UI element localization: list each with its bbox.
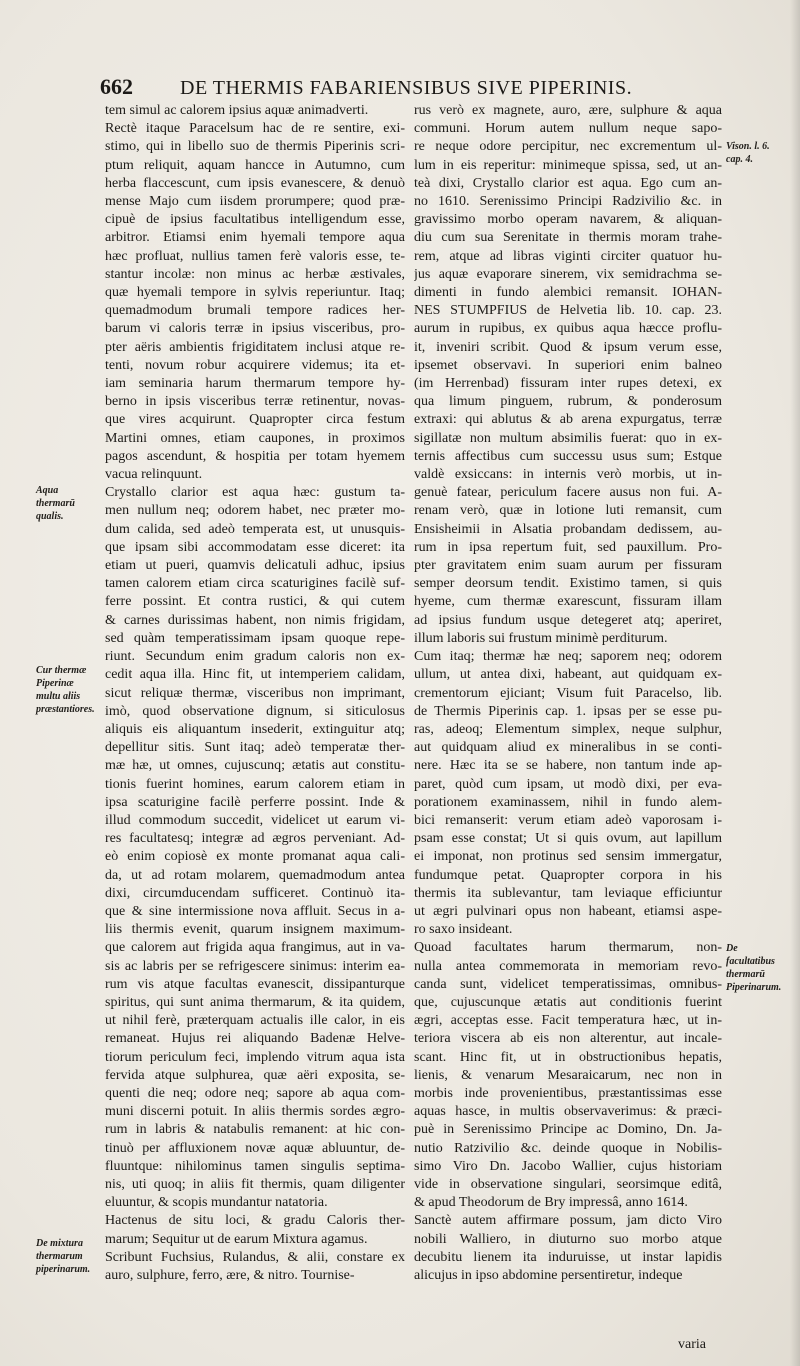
text-line: Ensisheimii in Alsatia probandam dedissem, au- (414, 521, 722, 537)
text-line: aquas hasce, in multis observaverimus: & præci- (414, 1104, 722, 1120)
text-line: hyeme, cum thermæ exarescunt, fissuram illam (414, 594, 722, 610)
text-line: canda sunt, videlicet temperatissimas, omnibus- (414, 976, 722, 992)
text-line: fervida atque sulphurea, quæ aëri exposita, se- (105, 1067, 405, 1083)
text-line: ipsemet observavi. In superiori enim balneo (414, 357, 722, 373)
text-line: ro saxo insideant. (414, 922, 513, 938)
text-line: auro, sulphure, ferro, ære, & nitro. Tournise- (105, 1268, 355, 1283)
text-line: psam esse constat; Ut si quis ovum, aut lapillum (414, 831, 722, 847)
text-line: berno in ipsis visceribus terræ retinentur, novas- (105, 394, 405, 410)
text-line: bici remanserit: verum etiam adeò vaporosam i- (414, 812, 722, 828)
text-line: Quoad facultates harum thermarum, non- (414, 940, 722, 956)
text-line: vide in observatione singulari, seorsimque editâ, (414, 1176, 722, 1192)
text-line: ipsa scaturigine facilè perferre possint. Inde & (105, 794, 405, 810)
text-line: tenti, novum robur acquirere videmus; ita et- (105, 357, 405, 373)
text-line: communi. Horum autem nullum neque sapo- (414, 121, 722, 137)
text-line: simo Viro Dn. Jacobo Wallier, cujus historiam (414, 1158, 722, 1174)
text-line: paret, quòd cum ipsam, ut modò dixi, per eva- (414, 776, 722, 792)
margin-note-de-facultatibus: De facultatibus thermarū Piperinarum. (726, 943, 782, 993)
text-line: teà dixi, Crystallo clarior est aqua. Ego cum an- (414, 175, 722, 191)
text-line: vacua relinquunt. (105, 467, 203, 483)
text-line: stimo, qui in libello suo de thermis Piperinis scri- (105, 139, 405, 155)
text-line: diu cum sua Serenitate in thermis moram trahe- (414, 230, 722, 246)
text-line: scant. Hinc fit, ut in obstructionibus hepatis, (414, 1049, 722, 1065)
text-line: mæ hæ, ut omnes, cujuscunq; ætatis aut constitu- (105, 758, 405, 774)
text-line: ternis affectibus cum successu usus sum; Estque (414, 448, 722, 464)
text-line: ægri, acceptas esse. Facit temperatura hæc, ut in- (414, 1013, 722, 1029)
text-line: jus aquæ evaporare sinerem, vix semidrachma se- (414, 266, 722, 282)
text-line: ut nihil ferè, præterquam actualis ille calor, in eis (105, 1013, 405, 1029)
left-text-column (105, 102, 405, 1285)
text-line: Cum itaq; thermæ hæ neq; saporem neq; odorem (414, 649, 722, 665)
text-line: eò enim copiosè ex monte promanat aqua cali- (105, 849, 405, 865)
text-line: extraxi: qui ablutus & ab arena expurgatus, terræ (414, 412, 722, 428)
text-line: rum in labris & natabulis remanent: at hic con- (105, 1122, 405, 1138)
text-line: marum; Sequitur ut de earum Mixtura agamus. (105, 1231, 368, 1247)
text-line: quemadmodum brumali tempore radices her- (105, 303, 405, 319)
text-line: riunt. Secundum enim gradum caloris non ex- (105, 649, 405, 665)
text-line: Sanctè autem affirmare possum, jam dicto Viro (414, 1213, 722, 1229)
text-line: morbis inde provenientibus, præstantissimas esse (414, 1085, 722, 1101)
text-line: pagos ascendunt, & hospitia per totam hyemem (105, 448, 405, 464)
text-line: tem simul ac calorem ipsius aquæ animadverti. (105, 103, 369, 118)
text-line: alicujus in ipso abdomine persentiretur, indeque (414, 1268, 683, 1283)
text-line: muni discerni potuit. In aliis thermis sordes ægro- (105, 1104, 405, 1120)
margin-note-aqua-thermarum: Aqua thermarū qualis. (36, 485, 75, 522)
text-line: cipuè de ipsius facultatibus intelligendum esse, (105, 212, 405, 228)
right-text-column (414, 102, 722, 1285)
text-line: herba flaccescunt, cum ipsis evanescere, & denuò (105, 175, 405, 191)
text-line: tamen calorem etiam circa scaturigines facilè suf- (105, 576, 405, 592)
text-line: nulla antea commemorata in memoriam revo- (414, 958, 722, 974)
text-line: liis thermis evenit, quarum insignem maximum- (105, 922, 405, 938)
text-line: renam verò, quæ in lotione luti remansit, cum (414, 503, 722, 519)
text-line: crementorum ejiciant; Visum fuit Paracelso, lib. (414, 685, 722, 701)
text-line: rus verò ex magnete, auro, ære, sulphure & aqua (414, 103, 722, 118)
text-line: valdè exsiccans: in internis verò morbis, ut in- (414, 467, 722, 483)
text-line: depellitur sitis. Sunt itaq; adeò temperatæ ther- (105, 740, 405, 756)
text-line: dum calida, sed adeò temperata est, ut unusquis- (105, 521, 405, 537)
text-line: lum in eis reperitur: minimeque spissa, sed, ut an- (414, 157, 722, 173)
text-line: que calorem aut frigida aqua frangimus, aut in va- (105, 940, 405, 956)
text-line: sis ac labris per se refrigescere sinimus: interim ea- (105, 958, 405, 974)
text-line: thermis ita sublevantur, tam leviaque efficiuntur (414, 885, 722, 901)
text-line: fluuntque: nihilominus tamen singulis septima- (105, 1158, 405, 1174)
text-line: ad ipsius fundum usque detegeret atq; aperiret, (414, 612, 722, 628)
text-line: nere. Hæc ita se se habere, non tantum inde ap- (414, 758, 722, 774)
text-line: nutio Ratzivilio &c. deinde quoque in Nobilis- (414, 1140, 722, 1156)
text-line: que vires acquirunt. Quapropter circa festum (105, 412, 405, 428)
text-line: teriora viscera ab eis non alterentur, aut incale- (414, 1031, 722, 1047)
text-line: re neque odore percipitur, nec excrementum ul- (414, 139, 722, 155)
text-line: imò, quod observatione dignum, si siticulosus (105, 703, 405, 719)
margin-note-cur-thermae: Cur thermæ Piperinæ multu aliis præstantiores. (36, 665, 95, 715)
text-line: hæc profluat, nullius tamen ferè valoris esse, te- (105, 248, 405, 264)
text-line: stantur incolæ: non minus ac herbæ æstivales, (105, 266, 405, 282)
text-line: aut quidquam aliud ex mineralibus in se conti- (414, 740, 722, 756)
text-line: ras, adeoq; Elementum simplex, neque sulphur, (414, 721, 722, 737)
text-line: etiam ut pueri, quamvis delicatuli adhuc, ipsius (105, 558, 405, 574)
text-line: arbitror. Etiamsi enim hyemali tempore aqua (105, 230, 405, 246)
text-line: men nullum neq; odorem habet, nec præter mo- (105, 503, 405, 519)
text-line: iam seminaria harum thermarum tempore hy- (105, 376, 405, 392)
page-gutter-shadow (790, 0, 800, 1366)
text-line: puè in Serenissimo Principe ac Domino, Dn. Ja- (414, 1122, 722, 1138)
catchword: varia (678, 1337, 706, 1352)
text-line: quæ hyemali tempore in sylvis reperiuntur. Itaq; (105, 285, 405, 301)
text-line: aliquis eis aliquantum insederit, extinguitur atq; (105, 721, 405, 737)
text-line: sed quàm temperatissimam ipsam quoque repe- (105, 630, 405, 646)
text-line: Scribunt Fuchsius, Rulandus, & alii, constare ex (105, 1249, 405, 1265)
text-line: rem, atque ad libras viginti circiter quatuor hu- (414, 248, 722, 264)
text-line: da, ut ad rotam molarem, quemadmodum antea (105, 867, 405, 883)
text-line: eluuntur, & scopis mundantur natatoria. (105, 1195, 328, 1211)
text-line: mense Majo cum iisdem prorumpere; quod præ- (105, 194, 405, 210)
text-line: fundumque petat. Quapropter corpora in his (414, 867, 722, 883)
text-line: dimenti in fundo alembici remansit. IOHAN- (414, 285, 722, 301)
text-line: spiritus, qui sunt anima thermarum, & ita quidem, (105, 994, 405, 1010)
text-line: que ipsam sibi accommodatam esse diceret: ita (105, 539, 405, 555)
text-line: & apud Theodorum de Bry impressâ, anno 1614. (414, 1195, 688, 1211)
text-line: pter gravitatem enim suam aurum per fissuram (414, 558, 722, 574)
text-line: que, cujuscunque ætatis aut conditionis fuerint (414, 994, 722, 1010)
text-line: tionis fuerint homines, earum calorem etiam in (105, 776, 405, 792)
text-line: illud commodum succedit, videlicet ut earum vi- (105, 812, 405, 828)
page-header (100, 74, 700, 100)
text-line: ut ægri pulvinari opus non habeant, etiamsi aspe- (414, 903, 722, 919)
text-line: res facultatesq; integræ ad ægros perveniant. Ad- (105, 831, 405, 847)
text-line: barum vi caloris terræ in ipsius visceribus, pro- (105, 321, 405, 337)
text-line: semper deorsum tendit. Existimo tamen, si quis (414, 576, 722, 592)
text-line: genuè fatear, periculum facere ausus non fui. A- (414, 485, 722, 501)
text-line: nis, uti quoq; in aliis fit thermis, quam diligenter (105, 1176, 405, 1192)
text-line: decubitu lienem ita induruisse, ut instar lapidis (414, 1249, 722, 1265)
text-line: quenti die neq; odore neq; sapore ab aqua com- (105, 1085, 405, 1101)
text-line: porationem examinassem, nihil in fundo alem- (414, 794, 722, 810)
text-line: Crystallo clarior est aqua hæc: gustum ta- (105, 485, 405, 501)
text-line: rum in ipsa repertum fuit, sed pauxillum. Pro- (414, 539, 722, 555)
text-line: NES STUMPFIUS de Helvetia lib. 10. cap. 23. (414, 303, 722, 319)
text-line: cedit aqua illa. Hinc fit, ut intemperiem calidam, (105, 667, 405, 683)
page-number: 662 (100, 74, 133, 99)
text-line: qua limum pinguem, rubrum, & ponderosum (414, 394, 722, 410)
text-line: de Thermis Piperinis cap. 1. ipsas per se esse pu- (414, 703, 722, 719)
text-line: lienis, & venarum Mesaraicarum, nec non in (414, 1067, 722, 1083)
margin-note-vison: Vison. l. 6. cap. 4. (726, 141, 770, 165)
text-line: sigillatæ non multum absimilis fuerat: quo in ex- (414, 430, 722, 446)
text-line: aurum in rupibus, ex quibus aqua hæcce proflu- (414, 321, 722, 337)
text-line: sicut reliquæ thermæ, visceribus non imprimant, (105, 685, 405, 701)
text-line: que & sine intermissione nova affluit. Secus in a- (105, 903, 405, 919)
text-line: ferre possint. Et contra rustici, & qui cutem (105, 594, 405, 610)
text-line: tinuò per affluxionem novæ aquæ abluuntur, de- (105, 1140, 405, 1156)
text-line: it, inveniri scribit. Quod & ipsum verum esse, (414, 339, 722, 355)
text-line: rum vis atque facultas evanescit, dissipanturque (105, 976, 405, 992)
text-line: illum laboris sui frustum minimè perditurum. (414, 630, 668, 646)
text-line: & carnes durissimas habent, non nimis frigidam, (105, 612, 405, 628)
margin-note-de-mixtura: De mixtura thermarum piperinarum. (36, 1238, 91, 1275)
text-line: gravissimo morbo operam navarem, & aliquan- (414, 212, 722, 228)
text-line: Martini omnes, etiam caupones, in proximos (105, 430, 405, 446)
text-line: remaneat. Hujus rei aliquando Badenæ Helve- (105, 1031, 405, 1047)
text-line: no 1610. Serenissimo Principi Radzivilio &c. in (414, 194, 722, 210)
text-line: dixi, circumducendam sufficeret. Continuò ita- (105, 885, 405, 901)
text-line: ei imponat, non protinus sed sensim immergatur, (414, 849, 722, 865)
text-line: Rectè itaque Paracelsum hac de re sentire, exi- (105, 121, 405, 137)
text-line: (im Herrenbad) fissuram inter rupes detexi, ex (414, 376, 722, 392)
text-line: pter aëris ambientis frigiditatem inclusi atque re- (105, 339, 405, 355)
text-line: ullum, ut antea dixi, habeant, aut quidquam ex- (414, 667, 722, 683)
text-line: nobili Walliero, in diuturno suo morbo atque (414, 1231, 722, 1247)
text-line: Hactenus de situ loci, & gradu Caloris ther- (105, 1213, 405, 1229)
running-title: DE THERMIS FABARIENSIBUS SIVE PIPERINIS. (180, 77, 633, 99)
text-line: ptum reliquit, aquam hancce in Autumno, cum (105, 157, 405, 173)
text-line: tiorum periculum feci, implendo vitrum aqua ista (105, 1049, 405, 1065)
